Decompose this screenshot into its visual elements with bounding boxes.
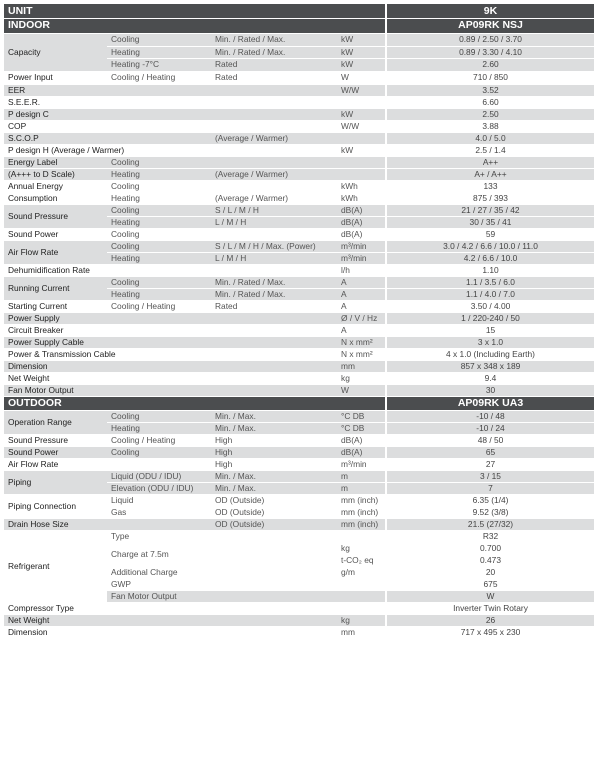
unit-cell: Ø / V / Hz (337, 312, 386, 324)
unit-cell: °C DB (337, 410, 386, 422)
value-cell: R32 (386, 530, 594, 542)
spec-row (4, 264, 594, 276)
label-cell: Dimension (4, 360, 337, 372)
unit-cell: W/W (337, 84, 386, 96)
unit-cell: t-CO₂ eq (337, 554, 386, 566)
condition-cell: Min. / Rated / Max. (211, 46, 337, 58)
spec-row (4, 348, 594, 360)
spec-row (4, 84, 594, 96)
value-cell: Inverter Twin Rotary (386, 602, 594, 614)
label-cell: Air Flow Rate (4, 458, 107, 470)
condition-cell: Type (107, 530, 337, 542)
label-cell: Compressor Type (4, 602, 337, 614)
value-cell: 26 (386, 614, 594, 626)
value-cell: 857 x 348 x 189 (386, 360, 594, 372)
condition-cell (107, 518, 211, 530)
value-cell: AP09RK NSJ (386, 18, 594, 33)
spec-row (4, 614, 594, 626)
label-cell: Dimension (4, 626, 337, 638)
condition-cell: Cooling (107, 240, 211, 252)
condition-cell: Charge at 7.5m (107, 542, 337, 566)
condition-cell: Heating (107, 46, 211, 58)
unit-cell: kg (337, 372, 386, 384)
spec-row (4, 372, 594, 384)
condition-cell: Min. / Rated / Max. (211, 276, 337, 288)
condition-cell: L / M / H (211, 252, 337, 264)
unit-cell: dB(A) (337, 228, 386, 240)
value-cell: 0.89 / 2.50 / 3.70 (386, 33, 594, 46)
unit-cell: kg (337, 614, 386, 626)
spec-row (4, 434, 594, 446)
condition-cell: GWP (107, 578, 337, 590)
label-cell: Sound Power (4, 446, 107, 458)
condition-cell: (Average / Warmer) (211, 132, 337, 144)
spec-row (4, 530, 594, 542)
value-cell: 6.60 (386, 96, 594, 108)
condition-cell (211, 156, 337, 168)
condition-cell: Cooling (107, 446, 211, 458)
condition-cell: Min. / Rated / Max. (211, 288, 337, 300)
unit-cell: kW (337, 46, 386, 58)
value-cell: -10 / 48 (386, 410, 594, 422)
value-cell: AP09RK UA3 (386, 396, 594, 410)
condition-cell: Cooling (107, 228, 211, 240)
spec-row (4, 180, 594, 192)
unit-cell: °C DB (337, 422, 386, 434)
condition-cell: Heating (107, 252, 211, 264)
value-cell: 15 (386, 324, 594, 336)
condition-cell (211, 228, 337, 240)
unit-cell (337, 602, 386, 614)
unit-cell: mm (inch) (337, 518, 386, 530)
unit-cell: N x mm² (337, 348, 386, 360)
unit-cell: kg (337, 542, 386, 554)
condition-cell: Cooling (107, 156, 211, 168)
label-cell: Refrigerant (4, 530, 107, 602)
condition-cell: Cooling (107, 276, 211, 288)
label-cell: Fan Motor Output (4, 384, 337, 396)
condition-cell: S / L / M / H (211, 204, 337, 216)
unit-cell: m³/min (337, 252, 386, 264)
condition-cell: Liquid (107, 494, 211, 506)
spec-row (4, 324, 594, 336)
label-cell: COP (4, 120, 337, 132)
unit-cell: kWh (337, 180, 386, 192)
label-cell: S.E.E.R. (4, 96, 337, 108)
condition-cell (107, 458, 211, 470)
label-cell: OUTDOOR (4, 396, 386, 410)
value-cell: 3.0 / 4.2 / 6.6 / 10.0 / 11.0 (386, 240, 594, 252)
label-cell: UNIT (4, 4, 386, 18)
condition-cell: Min. / Max. (211, 410, 337, 422)
value-cell: 3 / 15 (386, 470, 594, 482)
unit-cell: g/m (337, 566, 386, 578)
condition-cell: Heating (107, 216, 211, 228)
label-cell: Power & Transmission Cable (4, 348, 337, 360)
condition-cell: Heating (107, 288, 211, 300)
spec-row (4, 228, 594, 240)
unit-cell: m³/min (337, 458, 386, 470)
condition-cell: Heating -7°C (107, 58, 211, 71)
unit-cell: N x mm² (337, 336, 386, 348)
label-cell: Operation Range (4, 410, 107, 434)
condition-cell: Cooling / Heating (107, 434, 211, 446)
value-cell: 20 (386, 566, 594, 578)
spec-row (4, 602, 594, 614)
spec-row (4, 192, 594, 204)
spec-row (4, 168, 594, 180)
condition-cell: OD (Outside) (211, 506, 337, 518)
condition-cell (211, 180, 337, 192)
value-cell: 9K (386, 4, 594, 18)
unit-cell: dB(A) (337, 216, 386, 228)
label-cell: Sound Pressure (4, 434, 107, 446)
spec-row (4, 108, 594, 120)
condition-cell: (Average / Warmer) (211, 192, 337, 204)
value-cell: 1 / 220-240 / 50 (386, 312, 594, 324)
label-cell: Piping Connection (4, 494, 107, 518)
value-cell: A++ (386, 156, 594, 168)
condition-cell: Gas (107, 506, 211, 518)
condition-cell: Cooling (107, 180, 211, 192)
spec-row (4, 96, 594, 108)
label-cell: Power Supply (4, 312, 337, 324)
condition-cell: Min. / Max. (211, 422, 337, 434)
label-cell: Capacity (4, 33, 107, 71)
value-cell: A+ / A++ (386, 168, 594, 180)
spec-row (4, 360, 594, 372)
condition-cell: Rated (211, 58, 337, 71)
label-cell: Sound Pressure (4, 204, 107, 228)
value-cell: 30 (386, 384, 594, 396)
spec-row (4, 300, 594, 312)
value-cell: 4.2 / 6.6 / 10.0 (386, 252, 594, 264)
value-cell: 21 / 27 / 35 / 42 (386, 204, 594, 216)
label-cell: Consumption (4, 192, 107, 204)
unit-cell (337, 530, 386, 542)
condition-cell: Heating (107, 192, 211, 204)
label-cell: Piping (4, 470, 107, 494)
value-cell: 2.50 (386, 108, 594, 120)
section-header-row (4, 4, 594, 18)
spec-table-body (4, 4, 594, 638)
condition-cell: Min. / Max. (211, 470, 337, 482)
label-cell: Net Weight (4, 372, 337, 384)
unit-cell: mm (inch) (337, 494, 386, 506)
value-cell: 7 (386, 482, 594, 494)
spec-row (4, 132, 594, 144)
condition-cell: OD (Outside) (211, 494, 337, 506)
condition-cell: OD (Outside) (211, 518, 337, 530)
condition-cell: Heating (107, 168, 211, 180)
condition-cell: Additional Charge (107, 566, 337, 578)
value-cell: 3.88 (386, 120, 594, 132)
value-cell: 59 (386, 228, 594, 240)
condition-cell: S / L / M / H / Max. (Power) (211, 240, 337, 252)
unit-cell: l/h (337, 264, 386, 276)
spec-row (4, 410, 594, 422)
spec-table (4, 4, 594, 639)
label-cell: (A+++ to D Scale) (4, 168, 107, 180)
condition-cell: High (211, 434, 337, 446)
unit-cell: W (337, 71, 386, 84)
condition-cell: Rated (211, 300, 337, 312)
condition-cell: High (211, 458, 337, 470)
condition-cell: High (211, 446, 337, 458)
value-cell: 2.5 / 1.4 (386, 144, 594, 156)
value-cell: -10 / 24 (386, 422, 594, 434)
condition-cell: Min. / Rated / Max. (211, 33, 337, 46)
unit-cell: kW (337, 108, 386, 120)
condition-cell: Cooling / Heating (107, 71, 211, 84)
value-cell: 133 (386, 180, 594, 192)
value-cell: 48 / 50 (386, 434, 594, 446)
value-cell: 1.1 / 3.5 / 6.0 (386, 276, 594, 288)
spec-row (4, 494, 594, 506)
unit-cell: mm (337, 360, 386, 372)
value-cell: 875 / 393 (386, 192, 594, 204)
value-cell: 3.52 (386, 84, 594, 96)
unit-cell: kW (337, 58, 386, 71)
unit-cell: dB(A) (337, 446, 386, 458)
value-cell: 0.473 (386, 554, 594, 566)
label-cell: S.C.O.P (4, 132, 211, 144)
value-cell: 27 (386, 458, 594, 470)
spec-row (4, 240, 594, 252)
spec-row (4, 204, 594, 216)
unit-cell: A (337, 276, 386, 288)
value-cell: 9.52 (3/8) (386, 506, 594, 518)
condition-cell: Heating (107, 422, 211, 434)
label-cell: P design H (Average / Warmer) (4, 144, 337, 156)
unit-cell: mm (337, 626, 386, 638)
spec-row (4, 144, 594, 156)
value-cell: 1.1 / 4.0 / 7.0 (386, 288, 594, 300)
spec-row (4, 312, 594, 324)
unit-cell: W/W (337, 120, 386, 132)
unit-cell: kWh (337, 192, 386, 204)
condition-cell: Min. / Max. (211, 482, 337, 494)
spec-row (4, 276, 594, 288)
unit-cell: kW (337, 33, 386, 46)
label-cell: Net Weight (4, 614, 337, 626)
value-cell: 4.0 / 5.0 (386, 132, 594, 144)
value-cell: 9.4 (386, 372, 594, 384)
label-cell: Running Current (4, 276, 107, 300)
unit-cell: W (337, 384, 386, 396)
spec-row (4, 458, 594, 470)
condition-cell: L / M / H (211, 216, 337, 228)
spec-row (4, 71, 594, 84)
condition-cell: Cooling (107, 204, 211, 216)
unit-cell: m (337, 482, 386, 494)
label-cell: Energy Label (4, 156, 107, 168)
unit-cell (337, 156, 386, 168)
condition-cell: Cooling (107, 410, 211, 422)
condition-cell: Fan Motor Output (107, 590, 386, 602)
unit-cell (337, 132, 386, 144)
unit-cell (337, 96, 386, 108)
spec-row (4, 470, 594, 482)
unit-cell (337, 168, 386, 180)
spec-row (4, 626, 594, 638)
label-cell: INDOOR (4, 18, 386, 33)
unit-cell: kW (337, 144, 386, 156)
label-cell: Dehumidification Rate (4, 264, 337, 276)
section-header-row (4, 396, 594, 410)
unit-cell: A (337, 288, 386, 300)
unit-cell: mm (inch) (337, 506, 386, 518)
value-cell: 710 / 850 (386, 71, 594, 84)
label-cell: Drain Hose Size (4, 518, 107, 530)
value-cell: 6.35 (1/4) (386, 494, 594, 506)
label-cell: Air Flow Rate (4, 240, 107, 264)
value-cell: 675 (386, 578, 594, 590)
value-cell: 3.50 / 4.00 (386, 300, 594, 312)
value-cell: 0.89 / 3.30 / 4.10 (386, 46, 594, 58)
spec-row (4, 33, 594, 46)
label-cell: Power Supply Cable (4, 336, 337, 348)
section-header-row (4, 18, 594, 33)
unit-cell (337, 578, 386, 590)
label-cell: P design C (4, 108, 337, 120)
label-cell: Annual Energy (4, 180, 107, 192)
label-cell: Power Input (4, 71, 107, 84)
value-cell: 0.700 (386, 542, 594, 554)
spec-row (4, 518, 594, 530)
unit-cell: m³/min (337, 240, 386, 252)
spec-row (4, 384, 594, 396)
condition-cell: Cooling (107, 33, 211, 46)
label-cell: Starting Current (4, 300, 107, 312)
spec-row (4, 156, 594, 168)
unit-cell: A (337, 300, 386, 312)
label-cell: Sound Power (4, 228, 107, 240)
unit-cell: A (337, 324, 386, 336)
unit-cell: dB(A) (337, 204, 386, 216)
label-cell: Circuit Breaker (4, 324, 337, 336)
condition-cell: Liquid (ODU / IDU) (107, 470, 211, 482)
condition-cell: Cooling / Heating (107, 300, 211, 312)
value-cell: W (386, 590, 594, 602)
spec-row (4, 120, 594, 132)
value-cell: 3 x 1.0 (386, 336, 594, 348)
unit-cell: dB(A) (337, 434, 386, 446)
label-cell: EER (4, 84, 337, 96)
unit-cell: m (337, 470, 386, 482)
spec-row (4, 336, 594, 348)
value-cell: 65 (386, 446, 594, 458)
condition-cell: Elevation (ODU / IDU) (107, 482, 211, 494)
value-cell: 30 / 35 / 41 (386, 216, 594, 228)
value-cell: 717 x 495 x 230 (386, 626, 594, 638)
value-cell: 1.10 (386, 264, 594, 276)
value-cell: 2.60 (386, 58, 594, 71)
condition-cell: (Average / Warmer) (211, 168, 337, 180)
spec-row (4, 446, 594, 458)
condition-cell: Rated (211, 71, 337, 84)
value-cell: 21.5 (27/32) (386, 518, 594, 530)
value-cell: 4 x 1.0 (Including Earth) (386, 348, 594, 360)
